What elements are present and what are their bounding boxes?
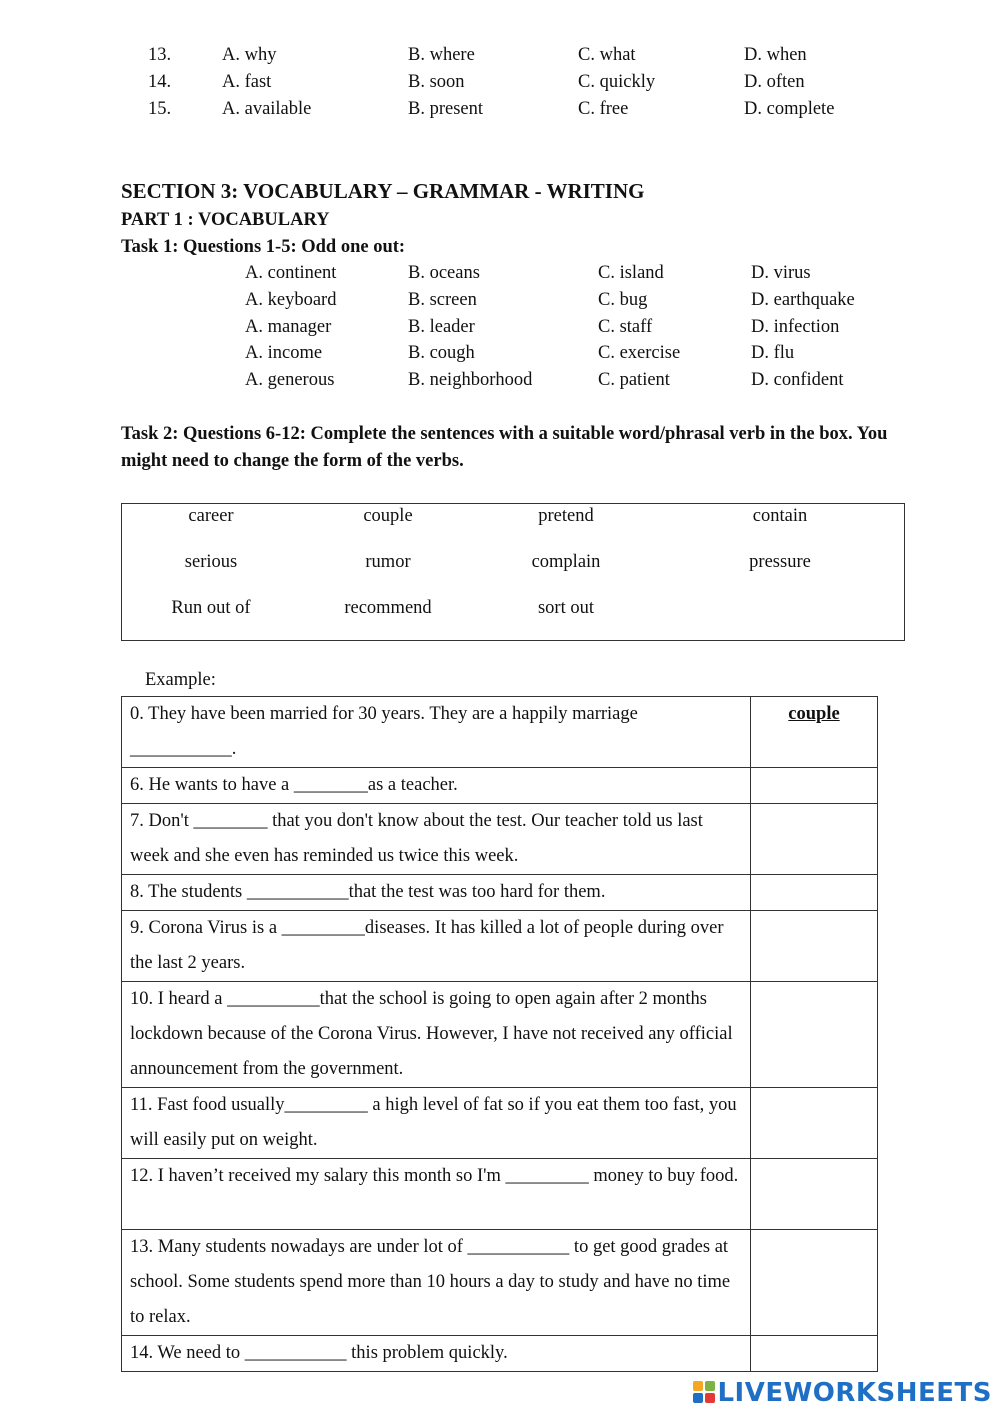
question-text: 12. I haven’t received my salary this month so I'm _________ money to buy food. (122, 1159, 751, 1230)
table-row (122, 768, 878, 804)
option-a[interactable]: A. keyboard (245, 290, 337, 310)
option-b[interactable]: B. where (408, 45, 475, 65)
watermark-text: LIVEWORKSHEETS (717, 1378, 992, 1408)
odd-one-out-row (0, 343, 1000, 369)
option-b[interactable]: B. oceans (408, 263, 480, 283)
option-b[interactable]: B. screen (408, 290, 477, 310)
option-d[interactable]: D. when (744, 45, 807, 65)
part-title: PART 1 : VOCABULARY (121, 210, 330, 230)
question-text: 0. They have been married for 30 years. They are a happily marriage ___________. (122, 697, 751, 768)
table-row (122, 697, 878, 768)
word-recommend: recommend (344, 598, 432, 618)
word-contain: contain (752, 506, 808, 526)
option-a[interactable]: A. fast (222, 72, 272, 92)
question-text: 13. Many students nowadays are under lot of ___________ to get good grades at school. Some students spend more than 10 hours a day to study and have no time to relax. (122, 1230, 751, 1336)
mc-row (0, 99, 1000, 125)
answer-input[interactable] (751, 911, 878, 982)
question-number: 15. (148, 99, 172, 119)
option-d[interactable]: D. flu (751, 343, 795, 363)
question-text: 6. He wants to have a ________as a teacher. (122, 768, 751, 804)
table-row (122, 804, 878, 875)
answer-input[interactable] (751, 804, 878, 875)
question-text: 14. We need to ___________ this problem quickly. (122, 1336, 751, 1372)
odd-one-out-row (0, 263, 1000, 289)
option-c[interactable]: C. bug (598, 290, 648, 310)
question-text: 8. The students ___________that the test was too hard for them. (122, 875, 751, 911)
liveworksheets-badge-icon (693, 1381, 715, 1403)
answer-input[interactable] (751, 1088, 878, 1159)
option-a[interactable]: A. income (245, 343, 323, 363)
table-row (122, 982, 878, 1088)
answer-input[interactable] (751, 1230, 878, 1336)
option-b[interactable]: B. present (408, 99, 484, 119)
task1-title: Task 1: Questions 1-5: Odd one out: (121, 237, 406, 257)
option-a[interactable]: A. why (222, 45, 277, 65)
word-pressure: pressure (749, 552, 811, 572)
option-c[interactable]: C. exercise (598, 343, 681, 363)
question-number: 14. (148, 72, 172, 92)
option-b[interactable]: B. neighborhood (408, 370, 533, 390)
liveworksheets-logo (693, 1378, 992, 1408)
option-c[interactable]: C. patient (598, 370, 670, 390)
question-number: 13. (148, 45, 172, 65)
question-text: 9. Corona Virus is a _________diseases. It has killed a lot of people during over the last 2 years. (122, 911, 751, 982)
option-b[interactable]: B. soon (408, 72, 465, 92)
table-row (122, 1088, 878, 1159)
word-career: career (188, 506, 234, 526)
option-d[interactable]: D. complete (744, 99, 835, 119)
odd-one-out-row (0, 290, 1000, 316)
option-a[interactable]: A. available (222, 99, 312, 119)
option-d[interactable]: D. earthquake (751, 290, 855, 310)
table-row (122, 1336, 878, 1372)
word-pretend: pretend (538, 506, 594, 526)
word-rumor: rumor (365, 552, 411, 572)
mc-row (0, 45, 1000, 71)
odd-one-out-row (0, 317, 1000, 343)
section-title: SECTION 3: VOCABULARY – GRAMMAR - WRITING (121, 179, 645, 203)
table-row (122, 1230, 878, 1336)
table-row (122, 1159, 878, 1230)
answer-input[interactable] (751, 1159, 878, 1230)
question-text: 10. I heard a __________that the school is going to open again after 2 months lockdown because of the Corona Virus. However, I have not received any official announcement from the government. (122, 982, 751, 1088)
option-c[interactable]: C. island (598, 263, 664, 283)
option-b[interactable]: B. leader (408, 317, 475, 337)
answer-input[interactable] (751, 768, 878, 804)
option-d[interactable]: D. virus (751, 263, 811, 283)
question-text: 11. Fast food usually_________ a high level of fat so if you eat them too fast, you will easily put on weight. (122, 1088, 751, 1159)
answer-input[interactable] (751, 982, 878, 1088)
word-box (121, 503, 905, 641)
table-row (122, 875, 878, 911)
word-couple: couple (363, 506, 413, 526)
option-d[interactable]: D. confident (751, 370, 844, 390)
word-sort-out: sort out (537, 598, 594, 618)
answer-input[interactable] (751, 875, 878, 911)
option-a[interactable]: A. manager (245, 317, 332, 337)
option-c[interactable]: C. what (578, 45, 636, 65)
option-c[interactable]: C. quickly (578, 72, 656, 92)
table-row (122, 911, 878, 982)
answer-cell (751, 697, 878, 768)
answer-input[interactable] (751, 1336, 878, 1372)
option-d[interactable]: D. often (744, 72, 805, 92)
option-c[interactable]: C. free (578, 99, 629, 119)
option-a[interactable]: A. continent (245, 263, 337, 283)
question-text: 7. Don't ________ that you don't know about the test. Our teacher told us last week and she even has reminded us twice this week. (122, 804, 751, 875)
option-d[interactable]: D. infection (751, 317, 840, 337)
example-answer: couple (788, 704, 840, 724)
option-c[interactable]: C. staff (598, 317, 653, 337)
option-b[interactable]: B. cough (408, 343, 475, 363)
questions-table (121, 696, 878, 1372)
word-complain: complain (531, 552, 601, 572)
odd-one-out-row (0, 370, 1000, 396)
task2-title: Task 2: Questions 6-12: Complete the sentences with a suitable word/phrasal verb in the box. You might need to change the form of the verbs. (121, 424, 888, 471)
option-a[interactable]: A. generous (245, 370, 335, 390)
mc-row (0, 72, 1000, 98)
example-label: Example: (145, 670, 216, 690)
word-serious: serious (184, 552, 238, 572)
word-run-out-of: Run out of (171, 598, 251, 618)
